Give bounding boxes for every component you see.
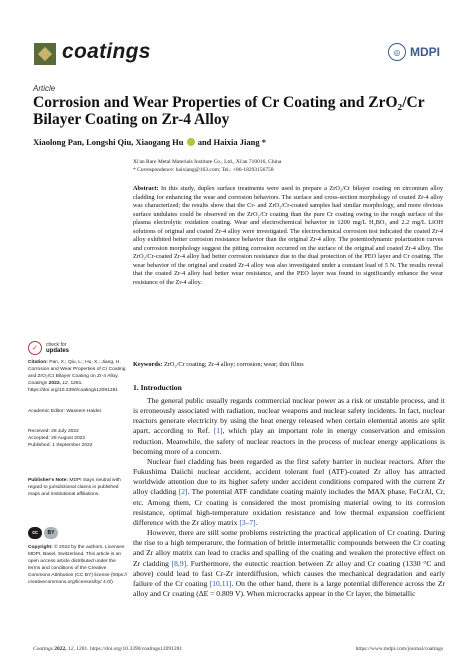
abstract-label: Abstract: [133,185,159,192]
journal-name: coatings [62,40,151,63]
publisher-note-label: Publisher's Note: [28,478,69,483]
mdpi-logo-icon: ◎ [388,43,406,61]
publisher-note-text: MDPI stays neutral with regard to jurisdictional claims in published maps and institutional affiliations. [28,478,121,497]
check-updates-icon: ✓ [28,341,42,355]
citation-year: 2022, [48,381,61,386]
affiliation-line: Xi'an Rare Metal Materials Institute Co., Ltd., Xi'an 710016, China [133,159,282,165]
paragraph [133,528,445,599]
reference-link[interactable]: [1] [213,426,223,436]
citation-doi[interactable]: 1281. https://doi.org/10.3390/coatings12091281 [28,381,119,393]
citation-volume: 12, [62,381,70,386]
paragraph-text: , which play an important role in energy conservation and emission reduction. Meanwhile, the safety of nuclear reactors in the process of nuclear energy applications is becoming more of a concern. [133,426,445,456]
body-text [133,396,445,599]
keywords [133,361,443,369]
reference-link[interactable]: [10,11] [209,578,232,588]
dates-block [28,428,128,449]
keywords-label: Keywords: [133,361,163,368]
page-footer [33,646,443,652]
author-list [33,137,266,147]
cc-icon: cc [28,527,42,539]
orcid-icon[interactable] [187,138,195,146]
reference-link[interactable]: [3–7] [239,517,256,527]
by-icon: BY [44,527,58,539]
abstract-text: In this study, duplex surface treatments were used to prepare a ZrO₂/Cr bilayer coating on zirconium alloy cladding for enhancing the wear and corrosion behaviors. The surface and cross-section morphology of coated Zr-4 alloy was characterized; the results show that the Cr- and ZrO₂/Cr-coated samples had similar morphology, and more obvious surface undulates could be observed on the ZrO₂/Cr coating than the pure Cr coating owing to the rough surface of the plasma electrolytic oxidation coating. Wear and electrochemical behavior in 1200 mg/L H₃BO₃ and 2.2 mg/L LiOH solutions of original and coated Zr-4 alloy were investigated. The electrochemical corrosion test indicated the coated Zr-4 alloy exhibited better corrosion resistance behavior than the original Zr-4 alloy. The potentiodynamic polarization curves and corrosion morphology suggest the pitting corrosion occurred on the surface of the original and coated Zr-4 alloy. The ZrO₂/Cr-coated Zr-4 alloy had better corrosion resistance due to the dual protection of the PEO layer and Cr coating. The wear behavior of the original and coated Zr-4 alloy was also investigated under a constant load of 5 N. The results reveal that the coated Zr-4 alloy had better wear resistance, and the PEO layer was found to significantly enhance the wear resistance of the Zr-4 alloy. [133,185,443,287]
footer-doi[interactable]: 1281. https://doi.org/10.3390/coatings12091281 [76,646,183,652]
paragraph-text: . Furthermore, the eutectic reaction between Zr alloy and Cr coating (1330 °C and above) could lead to fast Cr-Zr interdiffusion, which causes the mechanical degradation and early failure of the Cr coating [133,558,446,588]
copyright-text: © 2022 by the authors. Licensee MDPI, Basel, Switzerland. This article is an open access article distributed under the terms and conditions of the Creative Commons Attribution (CC BY) license (https:// creativecommons.org/licenses/by/ 4.0/). [28,545,128,585]
publisher-logo [388,43,440,61]
affiliation [133,158,281,174]
paragraph-text: The general public usually regards commercial nuclear power as a risk or unstable process, and it is erroneously associated with radiation, nuclear weapons and nuclear safety incidents. In fact, nuclear reactors generate electricity by using the heat energy released when certain elemental atoms are split apart, according to Ref. [133,396,445,436]
footer-journal-url[interactable]: https://www.mdpi.com/journal/coatings [355,646,443,652]
publisher-name: MDPI [410,45,440,59]
citation-text: Pan, X.; Qiu, L.; Hu, X.; Jiang, H. Corrosion and Wear Properties of Cr Coating and ZrO₂/Cr Bilayer Coating on Zr-4 Alloy. [28,360,126,379]
copyright-label: Copyright: [28,545,53,550]
paragraph-text: Nuclear fuel cladding has been regarded as the first safety barrier in nuclear reactors. After the Fukushima Daiichi nuclear accident, accident tolerant fuel (ATF)-coated Zr alloy has attracted worldwide attention due to its higher safety under accident conditions compared with the current Zr alloy cladding [133,456,445,497]
publisher-note [28,477,128,498]
paragraph [133,457,445,528]
paragraph-text: . [255,517,258,527]
paragraph-text: . On the other hand, there is a large potential difference across the Zr alloy and Cr coating (ΔE = 0.809 V). When microcracks appear in the Cr layer, the bimetallic [133,578,445,598]
published-date: Published: 1 September 2022 [28,443,93,448]
article-type: Article [33,84,56,93]
copyright-block [28,544,128,586]
academic-editor: Academic Editor: Waseem Haider [28,409,102,414]
footer-volume: 12, [68,646,75,652]
reference-link[interactable]: [8,9] [171,558,187,568]
abstract [133,185,443,288]
authors-part1: Xiaolong Pan, Longshi Qiu, Xiaogang Hu [33,137,184,147]
citation-block [28,359,128,394]
check-for-updates-button[interactable] [28,341,69,355]
authors-part2: and Haixia Jiang * [197,137,266,147]
received-date: Received: 28 July 2022 [28,429,79,434]
section-heading: 1. Introduction [133,383,182,392]
correspondence-line: * Correspondence: haixiang@163.com; Tel.: +86-18293156758 [133,167,274,173]
paragraph-text: . The potential ATF candidate coating mainly includes the MAX phase, FeCrAl, Cr, etc. Among them, Cr coating is considered the most promising material owing to its corrosion resistance, optimal high-temperature oxidation resistance and low thermal expansion coefficient difference with the Zr alloy matrix [133,487,446,527]
journal-logo-icon [34,43,56,65]
keywords-text: ZrO₂/Cr coating; Zr-4 alloy; corrosion; wear; thin films [163,361,304,368]
reference-link[interactable]: [2] [178,487,188,497]
accepted-date: Accepted: 28 August 2022 [28,436,86,441]
citation-journal: Coatings [28,381,48,386]
check-updates-line1: check for [46,342,67,348]
paper-title: Corrosion and Wear Properties of Cr Coating and ZrO₂/Cr Bilayer Coating on Zr-4 Alloy [33,94,425,128]
citation-label: Citation: [28,360,48,365]
footer-citation [33,646,182,652]
footer-year: 2022, [54,646,67,652]
paragraph-text: However, there are still some problems restricting the practical application of Cr coating. During the rise to a high temperature, the formation of brittle intermetallic compounds between the Cr coating and Zr alloy matrix can lead to cracks and spalling of the coating and weaken the protective effect on Zr cladding [133,528,445,568]
footer-journal: Coatings [33,646,53,652]
cc-by-license-badge[interactable] [28,527,58,539]
check-updates-line2: updates [46,348,70,354]
paragraph [133,396,445,457]
